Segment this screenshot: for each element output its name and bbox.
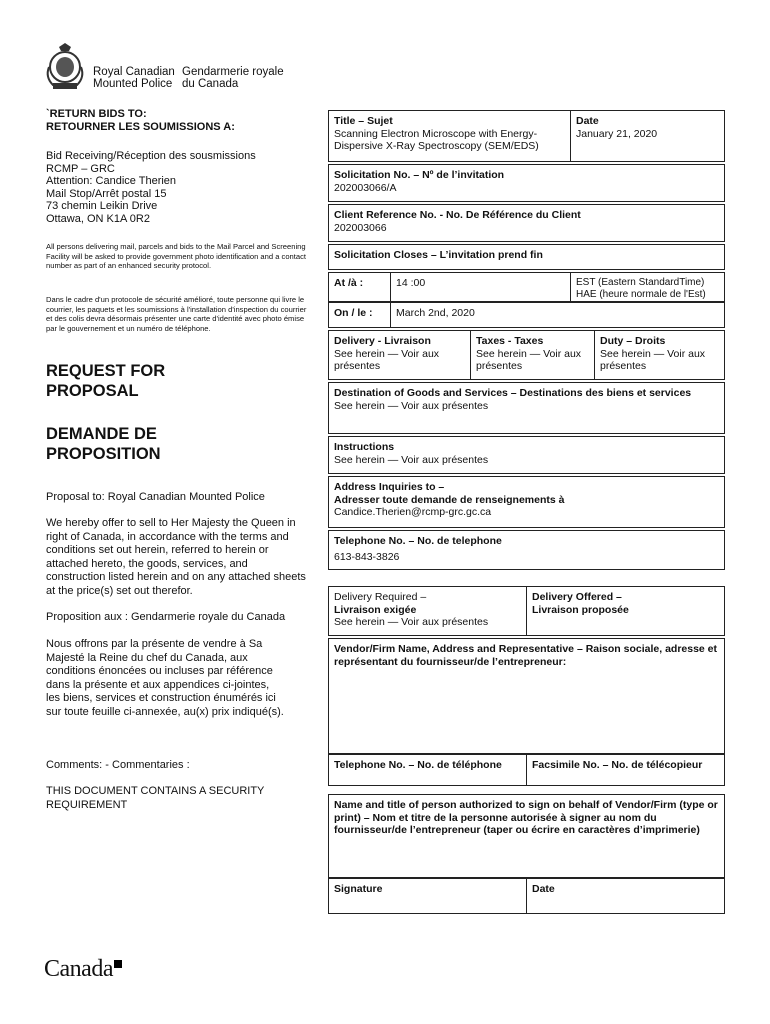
title-en <box>46 361 311 401</box>
org-en-line1: Royal Canadian <box>93 66 175 78</box>
destination-label: Destination of Goods and Services – Destinations des biens et services <box>334 387 692 399</box>
address-line: Ottawa, ON K1A 0R2 <box>46 212 150 225</box>
taxes-cell <box>470 330 595 380</box>
security-notice-en: All persons delivering mail, parcels and bids to the Mail Parcel and Screening Facility will be asked to provide government photo identification and a contact number as part of an enhanced security protocol. <box>46 242 307 271</box>
title-fr-line: DEMANDE DE <box>46 425 157 443</box>
delivery-required-value: See herein — Voir aux présentes <box>334 616 489 628</box>
telephone-value: 613-843-3826 <box>334 550 400 563</box>
tz-line1: EST (Eastern StandardTime) <box>576 277 705 288</box>
proposal-to: Proposal to: Royal Canadian Mounted Police <box>46 491 265 503</box>
org-en-line2: Mounted Police <box>93 78 173 90</box>
address-line: Mail Stop/Arrêt postal 15 <box>46 187 167 200</box>
solicitation-value: 202003066/A <box>334 181 397 194</box>
inquiries-field <box>328 476 725 528</box>
inquiries-email: Candice.Therien@rcmp-grc.gc.ca <box>334 506 492 518</box>
authorized-person-field[interactable] <box>328 794 725 878</box>
instructions-label: Instructions <box>334 441 395 453</box>
vendor-label: Vendor/Firm Name, Address and Representative – Raison sociale, adresse et représentant du fournisseur/de l’entrepreneur: <box>334 643 718 668</box>
authorized-label: Name and title of person authorized to sign on behalf of Vendor/Firm (type or print) – Nom et titre de la personne autorisée à signer au nom du fournisseur/de l’entrepreneur (taper ou écrire en caractères d’imprimerie) <box>334 799 718 836</box>
duty-cell <box>594 330 725 380</box>
delivery-required-field <box>328 586 527 636</box>
address-line: 73 chemin Leikin Drive <box>46 200 158 212</box>
return-bids-line1: `RETURN BIDS TO: <box>46 108 147 120</box>
rcmp-crest-logo <box>43 43 87 91</box>
signature-date-field[interactable] <box>526 878 725 914</box>
delivery-offered-field[interactable] <box>526 586 725 636</box>
vendor-fax-field[interactable] <box>526 754 725 786</box>
org-name <box>93 66 284 90</box>
delivery-cell <box>328 330 471 380</box>
closes-field <box>328 244 725 270</box>
title-fr <box>46 424 311 464</box>
at-value-cell <box>390 272 571 302</box>
at-value: 14 :00 <box>396 277 426 289</box>
return-address <box>46 150 311 225</box>
at-label: At /à : <box>334 277 364 289</box>
destination-value: See herein — Voir aux présentes <box>334 399 489 412</box>
title-field <box>328 110 571 162</box>
client-ref-label: Client Reference No. - No. De Référence du Client <box>334 209 581 221</box>
delivery-value: See herein — Voir aux présentes <box>334 347 440 372</box>
instructions-field <box>328 436 725 474</box>
date-field <box>570 110 725 162</box>
canada-wordmark-text: Canada <box>44 956 113 982</box>
tz-line2: HAE (heure normale de l'Est) <box>576 288 706 300</box>
solicitation-label: Solicitation No. – Nº de l’invitation <box>334 169 505 181</box>
instructions-value: See herein — Voir aux présentes <box>334 453 489 466</box>
vendor-telephone-label: Telephone No. – No. de téléphone <box>334 759 502 771</box>
title-label: Title – Sujet <box>334 115 393 127</box>
client-ref-value: 202003066 <box>334 221 387 234</box>
date-label: Date <box>576 115 599 127</box>
address-line: RCMP – GRC <box>46 162 115 175</box>
taxes-label: Taxes - Taxes <box>476 335 544 347</box>
delivery-offered-label1: Delivery Offered – <box>532 591 622 603</box>
delivery-offered-label2: Livraison proposée <box>532 603 629 616</box>
vendor-fax-label: Facsimile No. – No. de télécopieur <box>532 759 703 771</box>
title-fr-line: PROPOSITION <box>46 445 161 463</box>
duty-label: Duty – Droits <box>600 335 666 347</box>
comments-label: Comments: - Commentaries : <box>46 759 190 771</box>
destination-field <box>328 382 725 434</box>
org-fr-line2: du Canada <box>182 78 239 90</box>
canada-wordmark <box>44 956 122 983</box>
on-label: On / le : <box>334 307 373 319</box>
duty-value: See herein — Voir aux présentes <box>600 347 706 372</box>
org-fr-line1: Gendarmerie royale <box>182 66 284 78</box>
title-en-line: PROPOSAL <box>46 382 139 400</box>
title-en-line: REQUEST FOR <box>46 362 166 380</box>
vendor-telephone-field[interactable] <box>328 754 527 786</box>
offer-en: We hereby offer to sell to Her Majesty the Queen in right of Canada, in accordance with the terms and conditions set out herein, referred to herein or attached hereto, the goods, services, and construction listed herein and on any attached sheets at the price(s) set out therefor. <box>46 517 306 597</box>
timezone-cell <box>570 272 725 302</box>
title-value: Scanning Electron Microscope with Energy-Dispersive X-Ray Spectroscopy (SEM/EDS) <box>334 127 539 152</box>
delivery-label: Delivery - Livraison <box>334 335 431 347</box>
proposition-fr: Proposition aux : Gendarmerie royale du Canada <box>46 611 286 623</box>
canada-flag-icon <box>114 960 122 968</box>
address-line: Attention: Candice Therien <box>46 175 177 187</box>
inquiries-label2: Adresser toute demande de renseignements à <box>334 493 565 506</box>
solicitation-field <box>328 164 725 202</box>
date-value: January 21, 2020 <box>576 127 658 140</box>
vendor-field[interactable] <box>328 638 725 754</box>
telephone-label: Telephone No. – No. de telephone <box>334 535 502 547</box>
return-bids-line2: RETOURNER LES SOUMISSIONS A: <box>46 120 235 133</box>
on-label-cell <box>328 302 391 328</box>
signature-label: Signature <box>334 883 383 895</box>
security-notice-fr: Dans le cadre d'un protocole de sécurité amélioré, toute personne qui livre le courrier, les paquets et les soumissions à l'installation d'inspection du courrier et des colis devra désormais présenter une carte d'identité avec photo émise par le gouvernement et un numéro de téléphone. <box>46 295 307 333</box>
delivery-required-label1: Delivery Required – <box>334 591 427 603</box>
security-requirement-note: THIS DOCUMENT CONTAINS A SECURITY REQUIREMENT <box>46 785 265 811</box>
signature-field[interactable] <box>328 878 527 914</box>
address-line: Bid Receiving/Réception des sousmissions <box>46 150 256 162</box>
telephone-field <box>328 530 725 570</box>
taxes-value: See herein — Voir aux présentes <box>476 347 582 372</box>
delivery-required-label2: Livraison exigée <box>334 603 417 616</box>
signature-date-label: Date <box>532 883 555 895</box>
at-label-cell <box>328 272 391 302</box>
inquiries-label1: Address Inquiries to – <box>334 481 445 493</box>
return-bids-heading <box>46 108 311 133</box>
closes-label: Solicitation Closes – L’invitation prend fin <box>334 249 543 261</box>
on-value-cell <box>390 302 725 328</box>
offer-fr: Nous offrons par la présente de vendre à Sa Majesté la Reine du chef du Canada, aux conditions énoncées ou incluses par référence dans la présente et aux appendices ci-jointes, les biens, services et construction énumérés ici sur toute feuille ci-annexée, au(x) prix indiqué(s). <box>46 638 284 718</box>
client-reference-field <box>328 204 725 242</box>
on-value: March 2nd, 2020 <box>396 307 475 319</box>
